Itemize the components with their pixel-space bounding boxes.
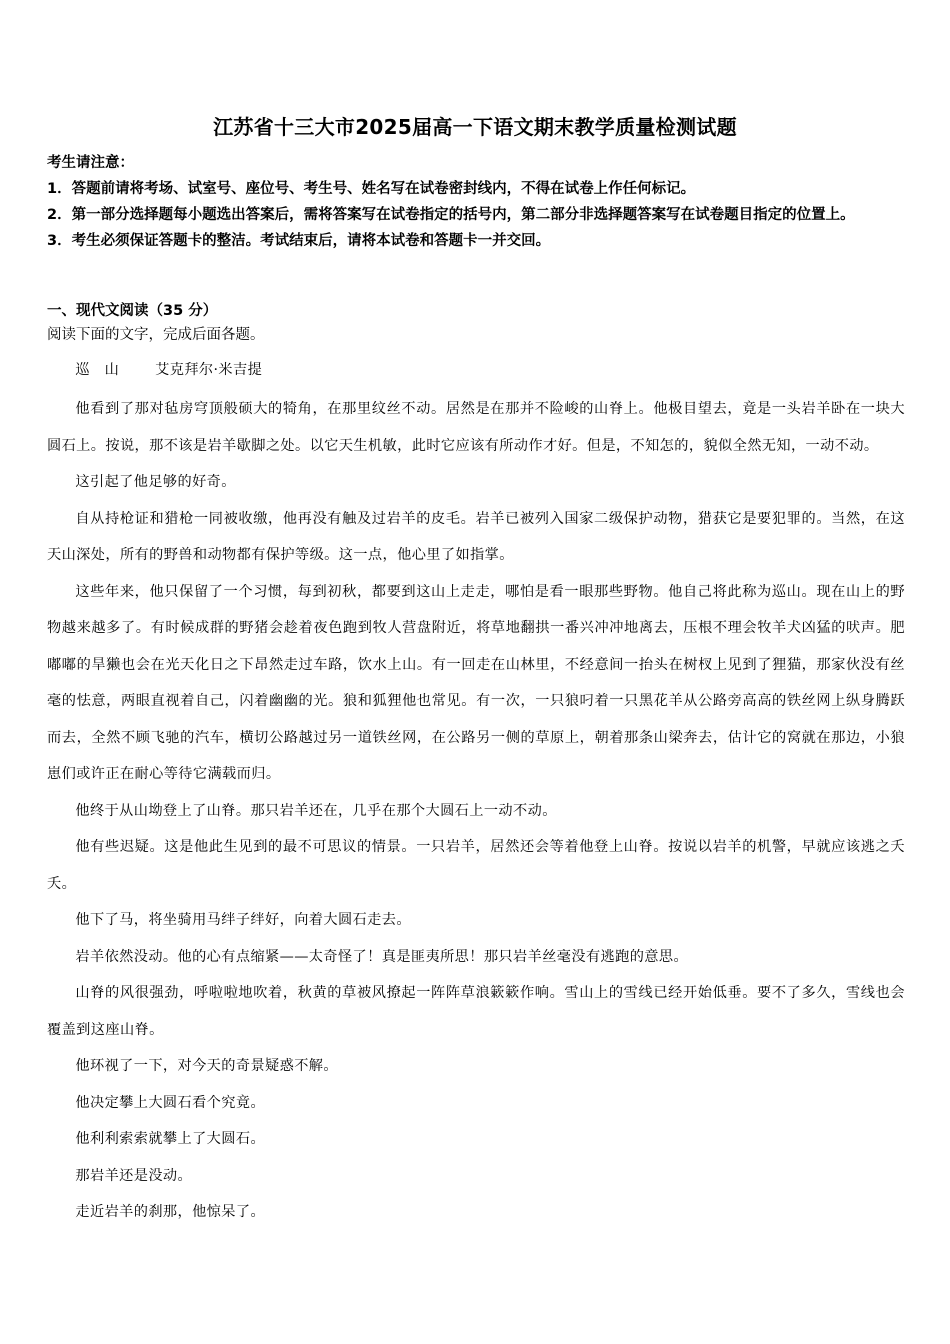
article-paragraph: 那岩羊还是没动。	[75, 1167, 193, 1184]
article-author: 艾克拜尔·米吉提	[155, 362, 263, 378]
article-paragraph: 走近岩羊的刹那，他惊呆了。	[75, 1204, 266, 1220]
article-paragraph: 他下了马，将坐骑用马绊子绊好，向着大圆石走去。	[75, 912, 411, 928]
article-paragraph: 自从持枪证和猎枪一同被收缴，他再没有触及过岩羊的皮毛。岩羊已被列入国家二级保护动物，猎获它是要犯罪的。当然，在这天山深处，所有的野兽和动物都有保护等级。这一点，他心里了如指掌。	[47, 510, 905, 563]
reading-article	[47, 355, 905, 1231]
notice-heading: 考生请注意：	[47, 155, 134, 171]
article-paragraph: 他有些迟疑。这是他此生见到的最不可思议的情景。一只岩羊，居然还会等着他登上山脊。按说以岩羊的机警，早就应该逃之夭夭。	[47, 839, 905, 892]
article-paragraph: 他看到了那对毡房穹顶般硕大的犄角，在那里纹丝不动。居然是在那并不险峻的山脊上。他极目望去，竟是一头岩羊卧在一块大圆石上。按说，那不该是岩羊歇脚之处。以它天生机敏，此时它应该有所动作才好。但是，不知怎的，貌似全然无知，一动不动。	[47, 401, 905, 454]
article-paragraph: 他决定攀上大圆石看个究竟。	[75, 1094, 266, 1111]
section-heading: 一、现代文阅读（35 分）	[47, 303, 218, 319]
article-paragraph: 这引起了他足够的好奇。	[75, 474, 236, 490]
article-paragraph: 他利利索索就攀上了大圆石。	[75, 1131, 266, 1147]
article-paragraph: 他终于从山坳登上了山脊。那只岩羊还在，几乎在那个大圆石上一动不动。	[75, 802, 557, 819]
article-paragraph: 这些年来，他只保留了一个习惯，每到初秋，都要到这山上走走，哪怕是看一眼那些野物。他自己将此称为巡山。现在山上的野物越来越多了。有时候成群的野猪会趁着夜色跑到牧人营盘附近，将草地翻拱一番兴冲冲地离去，压根不理会牧羊犬凶猛的吠声。肥嘟嘟的旱獭也会在光天化日之下昂然走过车路，饮水上山。有一回走在山林里，不经意间一抬头在树杈上见到了狸猫，那家伙没有丝毫的怯意，两眼直视着自己，闪着幽幽的光。狼和狐狸他也常见。有一次，一只狼叼着一只黑花羊从公路旁高高的铁丝网上纵身腾跃而去，全然不顾飞驰的汽车，横切公路越过另一道铁丝网，在公路另一侧的草原上，朝着那条山梁奔去，估计它的窝就在那边，小狼崽们或许正在耐心等待它满载而归。	[47, 583, 905, 782]
notice-item: 1．答题前请将考场、试室号、座位号、考生号、姓名写在试卷密封线内，不得在试卷上作任何标记。	[47, 181, 696, 197]
section-instruction: 阅读下面的文字，完成后面各题。	[47, 327, 265, 343]
article-paragraph: 山脊的风很强劲，呼啦啦地吹着，秋黄的草被风撩起一阵阵草浪簌簌作响。雪山上的雪线已经开始低垂。要不了多久，雪线也会覆盖到这座山脊。	[47, 985, 905, 1038]
notice-item: 3．考生必须保证答题卡的整洁。考试结束后，请将本试卷和答题卡一并交回。	[47, 233, 551, 249]
article-paragraph: 岩羊依然没动。他的心有点缩紧——太奇怪了！真是匪夷所思！那只岩羊丝毫没有逃跑的意思。	[75, 948, 689, 965]
article-heading	[47, 355, 905, 385]
exam-title: 江苏省十三大市2025届高一下语文期末教学质量检测试题	[213, 115, 737, 139]
article-paragraph: 他环视了一下，对今天的奇景疑惑不解。	[75, 1058, 338, 1074]
candidate-notice	[47, 150, 905, 254]
notice-item: 2．第一部分选择题每小题选出答案后，需将答案写在试卷指定的括号内，第二部分非选择题答案写在试卷题目指定的位置上。	[47, 207, 855, 223]
article-title: 巡 山	[75, 362, 120, 378]
